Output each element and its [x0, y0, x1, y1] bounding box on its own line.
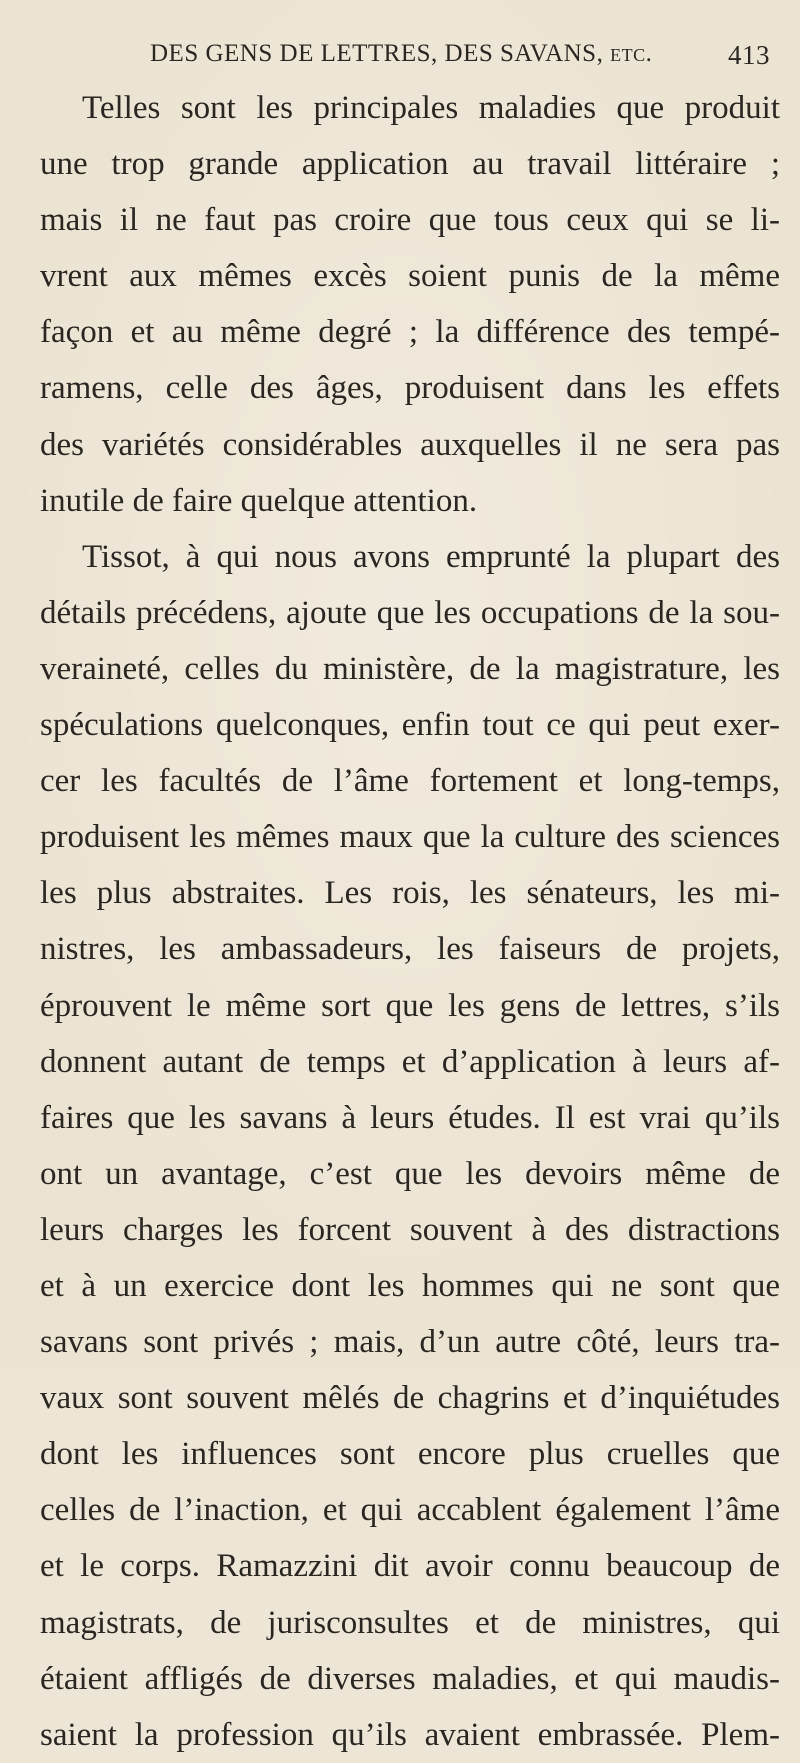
- text-line: Telles sont les principales maladies que produit: [82, 90, 780, 126]
- text-line: et à un exercice dont les hommes qui ne sont que: [40, 1267, 780, 1304]
- text-line: savans sont privés ; mais, d’un autre côté, leurs tra-: [40, 1324, 780, 1361]
- running-head: DES GENS DE LETTRES, DES SAVANS, etc.: [150, 40, 653, 67]
- page-number: 413: [728, 40, 770, 70]
- text-line: étaient affligés de diverses maladies, et qui maudis-: [40, 1660, 780, 1697]
- text-line: saient la profession qu’ils avaient embrassée. Plem-: [40, 1716, 780, 1753]
- text-line: magistrats, de jurisconsultes et de ministres, qui: [40, 1604, 780, 1641]
- text-line: nistres, les ambassadeurs, les faiseurs de projets,: [40, 931, 780, 968]
- text-line: une trop grande application au travail littéraire ;: [40, 146, 780, 183]
- text-line: détails précédens, ajoute que les occupations de la sou-: [40, 594, 780, 631]
- text-line: mais il ne faut pas croire que tous ceux qui se li-: [40, 202, 780, 239]
- text-line: éprouvent le même sort que les gens de lettres, s’ils: [40, 987, 780, 1024]
- text-line: donnent autant de temps et d’application à leurs af-: [40, 1043, 780, 1080]
- text-line: façon et au même degré ; la différence des tempé-: [40, 314, 780, 351]
- text-line: produisent les mêmes maux que la culture des sciences: [40, 819, 780, 856]
- text-line: ont un avantage, c’est que les devoirs même de: [40, 1155, 780, 1192]
- text-line: et le corps. Ramazzini dit avoir connu beaucoup de: [40, 1548, 780, 1585]
- text-line: spéculations quelconques, enfin tout ce qui peut exer-: [40, 707, 780, 744]
- text-line: cer les facultés de l’âme fortement et long-temps,: [40, 763, 780, 800]
- text-line: Tissot, à qui nous avons emprunté la plupart des: [82, 538, 780, 575]
- body-text: [40, 80, 780, 1763]
- text-line: ramens, celle des âges, produisent dans les effets: [40, 370, 780, 407]
- text-line: les plus abstraites. Les rois, les sénateurs, les mi-: [40, 875, 780, 912]
- text-line: dont les influences sont encore plus cruelles que: [40, 1436, 780, 1473]
- text-line: des variétés considérables auxquelles il ne sera pas: [40, 426, 780, 463]
- page-header: [150, 40, 770, 80]
- text-line: leurs charges les forcent souvent à des distractions: [40, 1211, 780, 1248]
- text-line: vaux sont souvent mêlés de chagrins et d’inquiétudes: [40, 1380, 780, 1417]
- text-line: faires que les savans à leurs études. Il est vrai qu’ils: [40, 1099, 780, 1136]
- text-line: inutile de faire quelque attention.: [40, 482, 478, 519]
- text-line: veraineté, celles du ministère, de la magistrature, les: [40, 650, 780, 687]
- text-line: celles de l’inaction, et qui accablent également l’âme: [40, 1492, 780, 1529]
- text-line: vrent aux mêmes excès soient punis de la même: [40, 258, 780, 295]
